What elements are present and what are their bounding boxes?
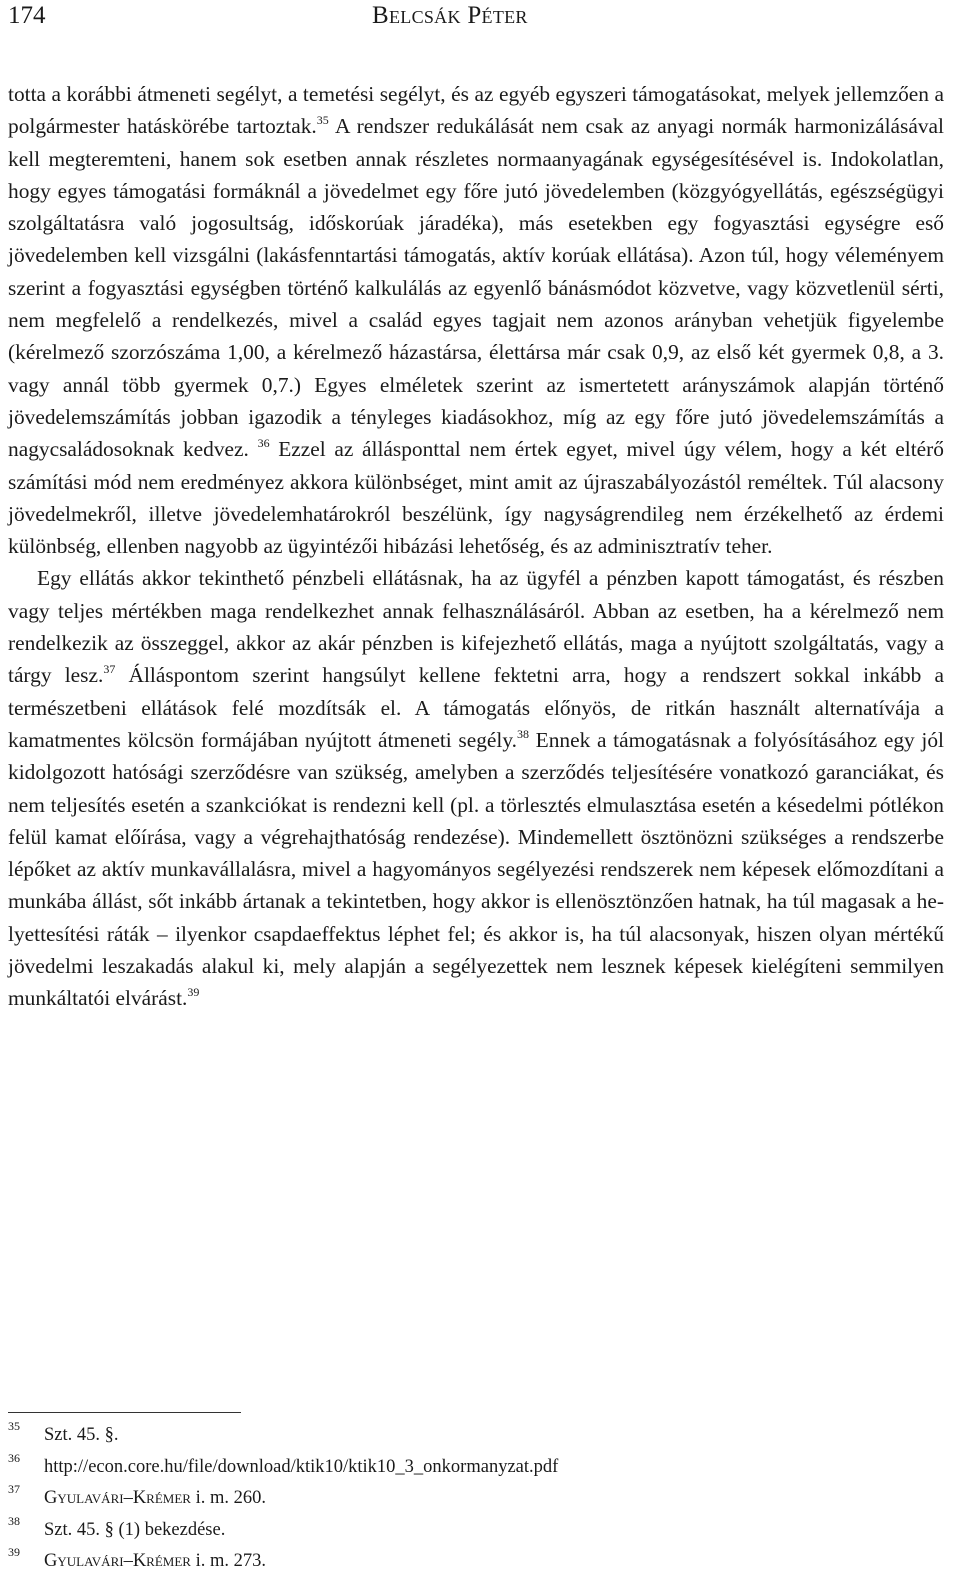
footnote-number: 38 bbox=[8, 1513, 20, 1528]
footnote-text bbox=[44, 1483, 266, 1515]
footnote bbox=[8, 1515, 908, 1547]
footnote-ref: 35 bbox=[316, 113, 329, 128]
footnote-author: Gyulavári–Krémer bbox=[44, 1551, 191, 1571]
footnote-number: 36 bbox=[8, 1450, 20, 1465]
footnote-number: 39 bbox=[8, 1545, 20, 1559]
footnote bbox=[8, 1420, 908, 1452]
footnote-text bbox=[44, 1546, 266, 1578]
footnote-number: 37 bbox=[8, 1482, 20, 1496]
paragraph bbox=[8, 562, 944, 1014]
footnote bbox=[8, 1452, 908, 1484]
running-head: Belcsák Péter bbox=[372, 2, 528, 29]
page-header bbox=[0, 0, 960, 40]
footnote-author: Gyulavári–Krémer bbox=[44, 1488, 191, 1508]
body-text bbox=[8, 78, 944, 1015]
footnote bbox=[8, 1546, 908, 1578]
footnotes bbox=[8, 1420, 908, 1578]
text-run: Ennek a támogatásnak a folyósításához egy jól kidolgozott hatósági szerződésre van szükség, amelyben a szerződés teljesítésére vonatkozó garanciákat, és nem teljesítés esetén a szankciókat is rendezni kell (pl. a törlesztés elmulasztása esetén a késedelmi pótlékon felül kamat előírása, vagy a végrehajthatóság rendezése). Mindemellett ösztönözni szükséges a rendszerbe lépőket az aktív munkavállalásra, mivel a hagyományos segélyezési rendszerek nem képesek előmozdítani a munkába állást, sőt inkább ártanak a tekintetben, hogy akkor is ellenösztönzően hatnak, ha túl magasak a helyettesítési ráták – ilyenkor csapdaeffektus léphet fel; és akkor is, ha túl alacsonyak, hiszen olyan mértékű jövedelmi leszakadás alakul ki, mely alapján a segélyezettek nem lesznek képesek kielégíteni semmilyen munkáltatói elvárást. bbox=[8, 727, 944, 1011]
text-run: totta a korábbi átmeneti segélyt, a temetési segélyt, és az egyéb egyszeri támogatásokat, melyek jellemzően a polgármester hatáskörébe tartoztak. bbox=[8, 82, 944, 139]
footnote-citation: i. m. 260. bbox=[190, 1488, 266, 1508]
text-run: A rendszer redukálását nem csak az anyagi normák harmonizálásával kell megteremteni, hanem sok esetben annak részletes normaanyagának egységesítésével is. Indokolatlan, hogy egyes támogatási formáknál a jövedelmet egy főre jutó jövedelemben (közgyógyellátás, egészségügyi szolgáltatásra való jogosultság, időskorúak járadéka), más esetekben egy fogyasztási egységre eső jövedelemben kell vizsgálni (lakásfenntartási támogatás, aktív korúak ellátása). Azon túl, hogy véleményem szerint a fogyasztási egységben történő kalkulálás az egyenlő bánásmódot közvetve, vagy közvetlenül sérti, nem megfelelő a rendelkezés, mivel a család egyes tagjait nem azonos arányban vehetjük figyelembe (kérelmező szorzószáma 1,00, a kérelmező házastársa, élettársa már csak 0,9, az első két gyermek 0,8, a 3. vagy annál több gyermek 0,7.) Egyes elméletek szerint az ismertetett arányszámok alapján történő jövedelemszámítás jobban igazodik a tényleges kiadásokhoz, míg az egy főre jutó jövedelemszámítás a nagycsaládosoknak kedvez. bbox=[8, 114, 944, 462]
footnote-ref: 37 bbox=[103, 662, 116, 677]
page-number: 174 bbox=[8, 2, 46, 29]
footnote-number: 35 bbox=[8, 1419, 20, 1433]
footnote-ref: 38 bbox=[516, 726, 529, 741]
text-run: Álláspontom szerint hangsúlyt kellene fektetni arra, hogy a rendszert sokkal inkább a természetbeni ellátások felé mozdítsák el. A támogatás előnyös, de ritkán használt alternatívája a kamatmentes kölcsön formájában nyújtott átmeneti segély. bbox=[8, 663, 945, 752]
text-run: Egy ellátás akkor tekinthető pénzbeli ellátásnak, ha az ügyfél a pénzben kapott támogatást, és részben vagy teljes mértékben maga rendelkezhet annak felhasználásáról. Abban az esetben, ha a kérelmező nem rendelkezik az összeggel, akkor az akár pénzben is kifejezhető ellátás, maga a nyújtott szolgáltatás, vagy a tárgy lesz. bbox=[8, 566, 944, 688]
paragraph bbox=[8, 78, 944, 562]
text-run: Ezzel az állásponttal nem értek egyet, mivel úgy vélem, hogy a két eltérő számítási mód nem eredményez akkora különbséget, mint amit az újraszabályozástól reméltek. Túl alacsony jövedelmekről, illetve jövedelemhatárokról beszélünk, így nagyságrendileg nem érzékelhető az érdemi különbség, ellenben nagyobb az ügyintézői hibázási lehetőség, és az adminisztratív teher. bbox=[8, 437, 944, 559]
footnote-separator bbox=[8, 1412, 241, 1413]
footnote-ref: 39 bbox=[187, 985, 200, 1000]
footnote-ref: 36 bbox=[257, 436, 270, 451]
footnote bbox=[8, 1483, 908, 1515]
footnote-text: Szt. 45. §. bbox=[44, 1425, 119, 1445]
footnote-text: Szt. 45. § (1) bekezdése. bbox=[44, 1519, 226, 1540]
footnote-link[interactable]: http://econ.core.hu/file/download/ktik10/ktik10_3_onkormanyzat.pdf bbox=[44, 1456, 559, 1477]
footnote-citation: i. m. 273. bbox=[190, 1551, 266, 1571]
